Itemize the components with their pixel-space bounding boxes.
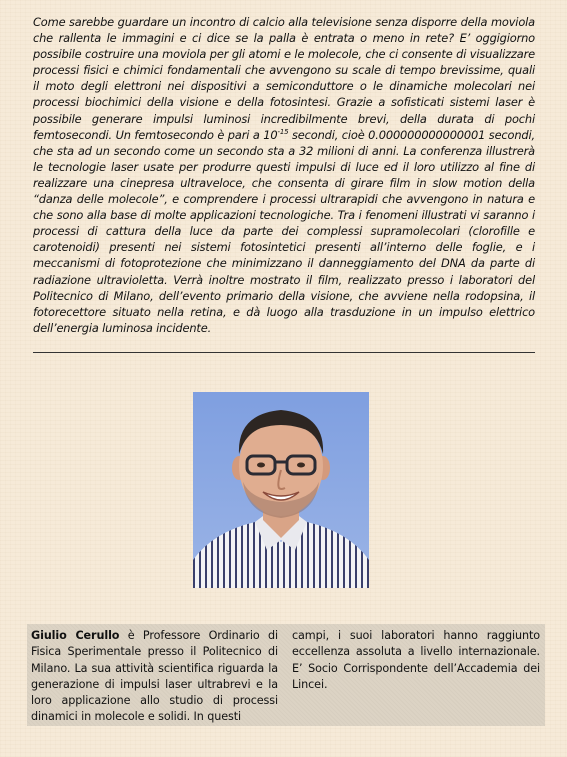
- bio-column-left: [31, 628, 278, 726]
- bio-column-right: [292, 628, 540, 693]
- section-divider: [33, 352, 535, 353]
- speaker-portrait: [193, 392, 369, 588]
- speaker-bio: [27, 624, 545, 726]
- abstract-text-part2: secondi, cioè 0.000000000000001 secondi, che sta ad un secondo come un secondo sta a 32 milioni di anni. La conferenza illustrerà le tecnologie laser usate per produrre questi impulsi di luce ed il loro utilizzo al fine di realizzare una cinepresa ultraveloce, che consenta di girare film in slow motion della “danza delle molecole”, e comprendere i processi ultrarapidi che avvengono in natura e che sono alla base di molte applicazioni tecnologiche. Tra i fenomeni illustrati vi saranno i processi di cattura della luce da parte dei complessi supramolecolari (clorofille e carotenoidi) presenti nei sistemi fotosintetici presenti all’interno delle foglie, e i meccanismi di fotoprotezione che minimizzano il danneggiamento del DNA da parte di radiazione ultravioletta. Verrà inoltre mostrato il film, realizzato presso i laboratori del Politecnico di Milano, dell’evento primario della visione, che avviene nella rodopsina, il fotorecettore situato nella retina, e dà luogo alla trasduzione in un impulso elettrico dell’energia luminosa incidente.: [33, 127, 535, 335]
- speaker-name: Giulio Cerullo: [31, 629, 120, 642]
- abstract-text-part1: Come sarebbe guardare un incontro di calcio alla televisione senza disporre della moviola che rallenta le immagini e ci dice se la palla è entrata o meno in rete? E’ oggigiorno possibile costruire una moviola per gli atomi e le molecole, che ci consente di visualizzare processi fisici e chimici fondamentali che avvengono su scale di tempo brevissime, quali il moto degli elettroni nei dispositivi a semiconduttore o le dinamiche molecolari nei processi biochimici della visione e della fotosintesi. Grazie a sofisticati sistemi laser è possibile generare impulsi luminosi incredibilmente brevi, della durata di pochi femtosecondi. Un femtosecondo è pari a 10: [33, 15, 535, 142]
- lecture-abstract: [33, 14, 535, 336]
- bio-text-left: è Professore Ordinario di Fisica Sperimentale presso il Politecnico di Milano. La sua attività scientifica riguarda la generazione di impulsi laser ultrabrevi e la loro applicazione allo studio di processi dinamici in molecole e solidi. In questi: [31, 629, 278, 724]
- bio-text-right: campi, i suoi laboratori hanno raggiunto eccellenza assoluta a livello internazionale. E’ Socio Corrispondente dell’Accademia dei Lincei.: [292, 629, 540, 691]
- exponent: -15: [277, 127, 289, 136]
